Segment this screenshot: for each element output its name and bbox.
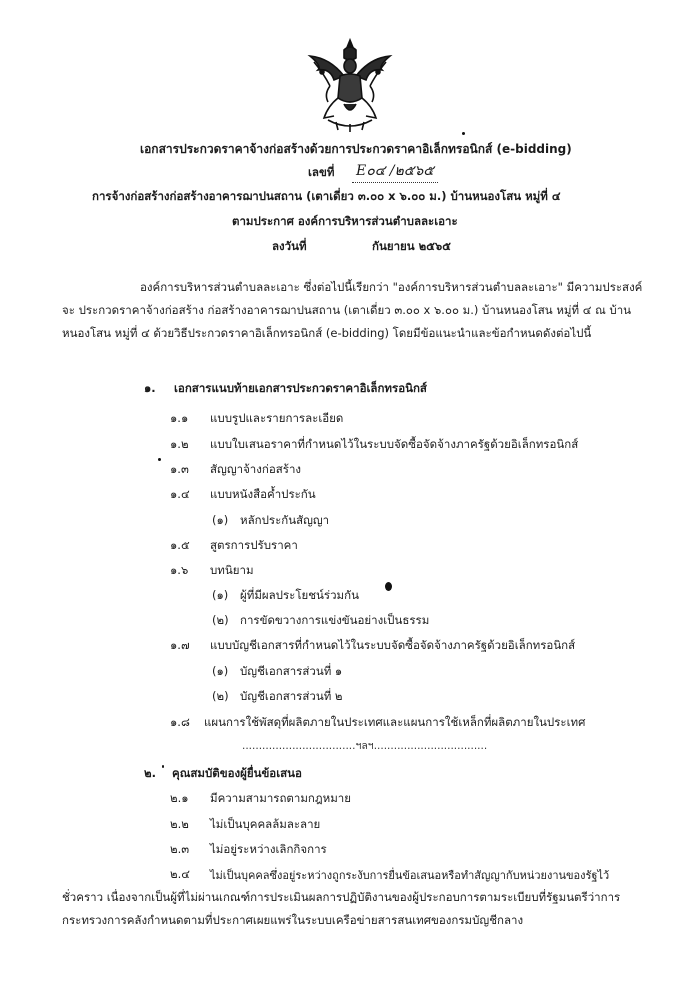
item-2-3-text: ไม่อยู่ระหว่างเลิกกิจการ xyxy=(210,842,327,856)
sub-item-num: (๒) xyxy=(212,689,229,703)
item-2-4-continuation: ชั่วคราว เนื่องจากเป็นผู้ที่ไม่ผ่านเกณฑ์การประเมินผลการปฏิบัติงานของผู้ประกอบการตามระเบียบที่รัฐมนตรีว่าการกระทรวงการคลังกำหนดตามที่ประกาศเผยแพร่ในระบบเครือข่ายสารสนเทศของกรมบัญชีกลาง xyxy=(62,890,621,927)
sub-item-num: (๑) xyxy=(212,664,229,678)
project-title: การจ้างก่อสร้างก่อสร้างอาคารฌาปนสถาน (เตาเดี่ยว ๓.๐๐ x ๖.๐๐ ม.) บ้านหนองโสน หมู่ที่ ๔ xyxy=(92,189,561,203)
sub-item-num: (๑) xyxy=(212,588,229,602)
item-1-8-text: แผนการใช้พัสดุที่ผลิตภายในประเทศและแผนการใช้เหล็กที่ผลิตภายในประเทศ xyxy=(204,715,586,729)
etc-divider: ..................................ฯลฯ.................................. xyxy=(242,740,488,752)
item-1-1-text: แบบรูปและรายการละเอียด xyxy=(210,411,344,425)
document-number-handwritten: E๐๔ /๒๕๖๕ xyxy=(352,160,438,183)
document-title: เอกสารประกวดราคาจ้างก่อสร้างด้วยการประกวดราคาอิเล็กทรอนิกส์ (e-bidding) xyxy=(140,142,572,156)
item-1-5-num: ๑.๕ xyxy=(170,538,190,552)
item-1-5-text: สูตรการปรับราคา xyxy=(210,538,298,552)
sub-item-text: บัญชีเอกสารส่วนที่ ๑ xyxy=(240,664,343,678)
item-1-7-num: ๑.๗ xyxy=(170,638,190,652)
item-1-4-text: แบบหนังสือค้ำประกัน xyxy=(210,487,316,501)
section1-number: ๑. xyxy=(144,381,156,395)
sub-item-text: การขัดขวางการแข่งขันอย่างเป็นธรรม xyxy=(240,613,430,627)
date-value: กันยายน ๒๕๖๕ xyxy=(372,239,451,253)
item-2-2-text: ไม่เป็นบุคคลล้มละลาย xyxy=(210,817,321,831)
sub-item-num: (๒) xyxy=(212,613,229,627)
intro-paragraph: องค์การบริหารส่วนตำบลละเอาะ ซึ่งต่อไปนี้เรียกว่า "องค์การบริหารส่วนตำบลละเอาะ" มีความประสงค์จะ ประกวดราคาจ้างก่อสร้าง ก่อสร้างอาคารฌาปนสถาน (เตาเดี่ยว ๓.๐๐ x ๖.๐๐ ม.) บ้านหนองโสน หมู่ที่ ๔ ณ บ้านหนองโสน หมู่ที่ ๔ ด้วยวิธีประกวดราคาอิเล็กทรอนิกส์ (e-bidding) โดยมีข้อแนะนำและข้อกำหนดดังต่อไปนี้ xyxy=(62,280,643,340)
document-number-label: เลขที่ xyxy=(308,165,335,179)
item-1-7-text: แบบบัญชีเอกสารที่กำหนดไว้ในระบบจัดซื้อจัดจ้างภาครัฐด้วยอิเล็กทรอนิกส์ xyxy=(210,638,576,652)
ink-dot xyxy=(385,582,392,591)
sub-item-text: บัญชีเอกสารส่วนที่ ๒ xyxy=(240,689,343,703)
item-1-2-num: ๑.๒ xyxy=(170,437,189,451)
item-1-2-text: แบบใบเสนอราคาที่กำหนดไว้ในระบบจัดซื้อจัดจ้างภาครัฐด้วยอิเล็กทรอนิกส์ xyxy=(210,437,579,451)
item-2-2-num: ๒.๒ xyxy=(170,817,189,831)
item-1-3-num: ๑.๓ xyxy=(170,462,189,476)
section1-title: เอกสารแนบท้ายเอกสารประกวดราคาอิเล็กทรอนิกส์ xyxy=(174,381,427,395)
garuda-emblem-icon xyxy=(300,36,400,134)
section2-number: ๒. xyxy=(144,766,156,780)
item-2-3-num: ๒.๓ xyxy=(170,842,190,856)
item-1-4-num: ๑.๔ xyxy=(170,487,190,501)
item-2-1-text: มีความสามารถตามกฎหมาย xyxy=(210,791,351,805)
ink-dot xyxy=(158,458,161,461)
sub-item-text: หลักประกันสัญญา xyxy=(240,513,330,527)
item-2-4-num: ๒.๔ xyxy=(170,867,190,881)
sub-item-text: ผู้ที่มีผลประโยชน์ร่วมกัน xyxy=(240,588,359,602)
item-2-4-text: ไม่เป็นบุคคลซึ่งอยู่ระหว่างถูกระงับการยื่นข้อเสนอหรือทำสัญญากับหน่วยงานของรัฐไว้ xyxy=(210,869,610,882)
item-1-6-num: ๑.๖ xyxy=(170,563,189,577)
sub-item-num: (๑) xyxy=(212,513,229,527)
ink-dot xyxy=(162,765,164,768)
section2-title: คุณสมบัติของผู้ยื่นข้อเสนอ xyxy=(172,766,302,780)
item-1-1-num: ๑.๑ xyxy=(170,411,189,425)
ink-dot xyxy=(462,132,465,135)
announcement-line: ตามประกาศ องค์การบริหารส่วนตำบลละเอาะ xyxy=(232,214,458,228)
date-label: ลงวันที่ xyxy=(272,239,307,253)
item-1-8-num: ๑.๘ xyxy=(170,715,190,729)
item-1-3-text: สัญญาจ้างก่อสร้าง xyxy=(210,462,302,476)
item-2-1-num: ๒.๑ xyxy=(170,791,189,805)
item-1-6-text: บทนิยาม xyxy=(210,563,254,577)
